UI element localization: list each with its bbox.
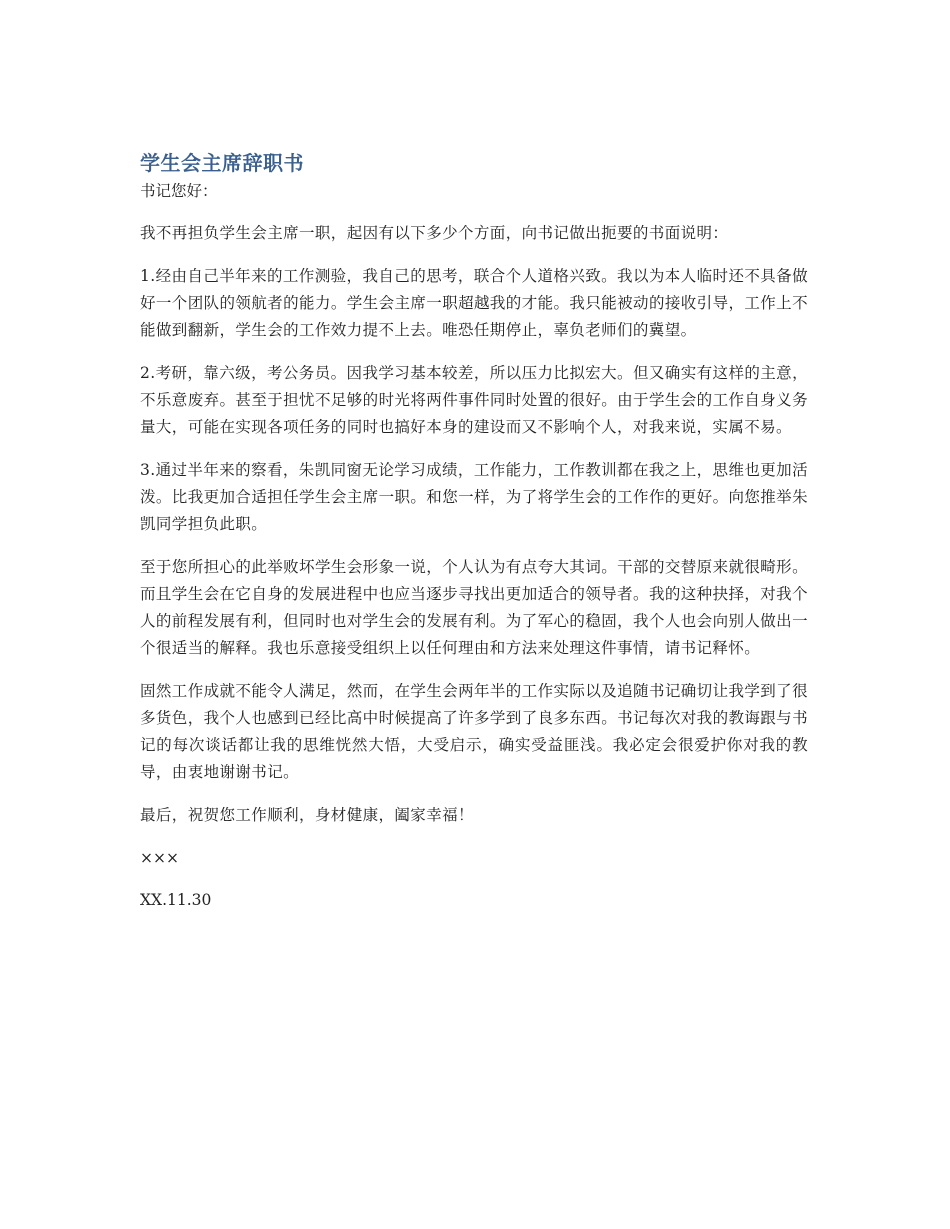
signature: ×××	[140, 849, 179, 867]
reason-2-paragraph: 2.考研，靠六级，考公务员。因我学习基本较差，所以压力比拟宏大。但又确实有这样的主意，不乐意废弃。甚至于担忧不足够的时光将两件事件同时处置的很好。由于学生会的工作自身义务量大，可能在实现各项任务的同时也搞好本身的建设而又不影响个人，对我来说，实属不易。	[140, 364, 808, 436]
reason-3-paragraph: 3.通过半年来的察看，朱凯同窗无论学习成绩，工作能力，工作教训都在我之上，思维也更加活泼。比我更加合适担任学生会主席一职。和您一样，为了将学生会的工作作的更好。向您推举朱凯同学担负此职。	[140, 461, 808, 533]
intro-paragraph: 我不再担负学生会主席一职，起因有以下多少个方面，向书记做出扼要的书面说明：	[140, 224, 729, 242]
salutation: 书记您好：	[140, 182, 218, 200]
document-page	[140, 148, 808, 929]
reason-1-paragraph: 1.经由自己半年来的工作测验，我自己的思考，联合个人道格兴致。我以为本人临时还不具备做好一个团队的领航者的能力。学生会主席一职超越我的才能。我只能被动的接收引导，工作上不能做到翻新，学生会的工作效力提不上去。唯恐任期停止，辜负老师们的冀望。	[140, 267, 808, 339]
concern-paragraph: 至于您所担心的此举败坏学生会形象一说，个人认为有点夸大其词。干部的交替原来就很畸形。而且学生会在它自身的发展进程中也应当逐步寻找出更加适合的领导者。我的这种抉择，对我个人的前程发展有利，但同时也对学生会的发展有利。为了军心的稳固，我个人也会向别人做出一个很适当的解释。我也乐意接受组织上以任何理由和方法来处理这件事情，请书记释怀。	[140, 558, 808, 657]
gratitude-paragraph: 固然工作成就不能令人满足，然而，在学生会两年半的工作实际以及追随书记确切让我学到了很多货色，我个人也感到已经比高中时候提高了许多学到了良多东西。书记每次对我的教诲跟与书记的每次谈话都让我的思维恍然大悟，大受启示，确实受益匪浅。我必定会很爱护你对我的教导，由衷地谢谢书记。	[140, 682, 808, 781]
document-title: 学生会主席辞职书	[140, 151, 304, 175]
date: XX.11.30	[140, 891, 212, 909]
closing-paragraph: 最后，祝贺您工作顺利，身材健康，阖家幸福！	[140, 806, 474, 824]
